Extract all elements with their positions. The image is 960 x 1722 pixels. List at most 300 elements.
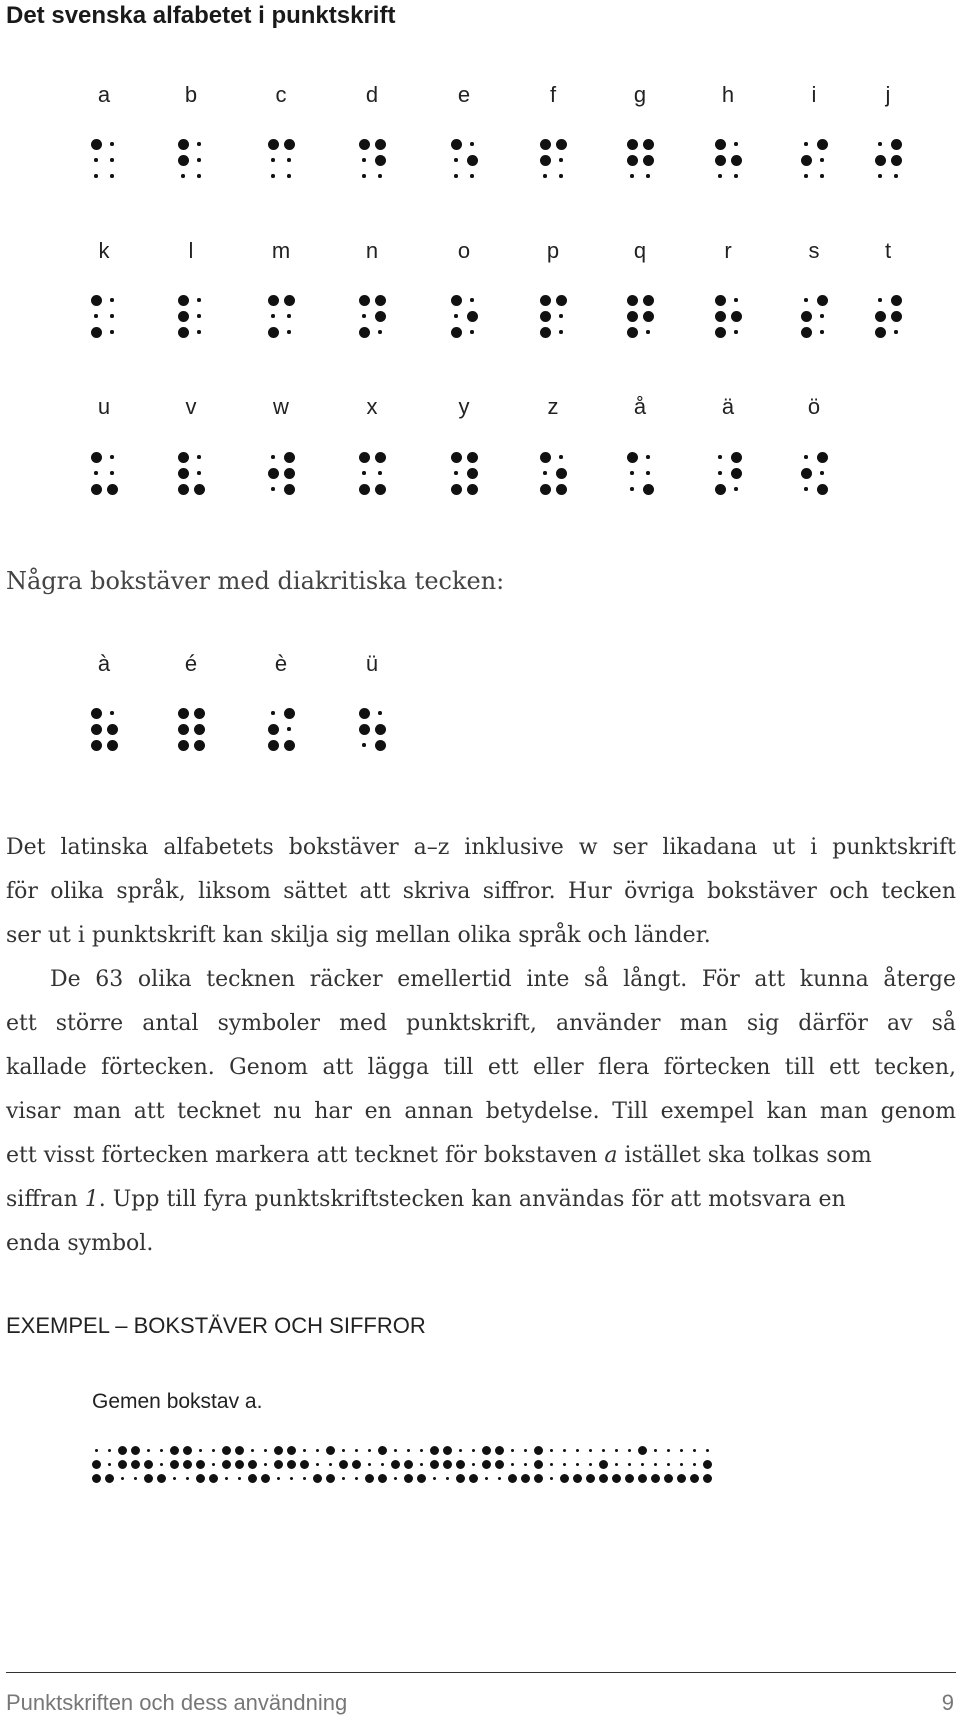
raised-dot bbox=[638, 1446, 647, 1455]
raised-dot bbox=[690, 1474, 699, 1483]
raised-dot bbox=[817, 139, 828, 150]
empty-dot bbox=[264, 1449, 267, 1452]
raised-dot bbox=[274, 1460, 283, 1469]
raised-dot bbox=[627, 452, 638, 463]
raised-dot bbox=[91, 484, 102, 495]
raised-dot bbox=[540, 155, 551, 166]
raised-dot bbox=[284, 452, 295, 463]
raised-dot bbox=[469, 1474, 478, 1483]
raised-dot bbox=[573, 1474, 582, 1483]
empty-dot bbox=[378, 330, 382, 334]
letter-label: k bbox=[98, 238, 110, 263]
empty-dot bbox=[543, 471, 547, 475]
raised-dot bbox=[144, 1460, 153, 1469]
letter-label: ö bbox=[807, 394, 821, 419]
empty-dot bbox=[197, 158, 201, 162]
empty-dot bbox=[718, 455, 722, 459]
raised-dot bbox=[599, 1474, 608, 1483]
raised-dot bbox=[248, 1460, 257, 1469]
raised-dot bbox=[540, 484, 551, 495]
empty-dot bbox=[290, 1477, 293, 1480]
raised-dot bbox=[131, 1460, 140, 1469]
empty-dot bbox=[894, 330, 898, 334]
empty-dot bbox=[498, 1477, 501, 1480]
raised-dot bbox=[235, 1446, 244, 1455]
raised-dot bbox=[817, 452, 828, 463]
text-line: för olika språk, liksom sättet att skriva siffror. Hur övriga bokstäver och tecken bbox=[6, 879, 956, 904]
raised-dot bbox=[178, 311, 189, 322]
raised-dot bbox=[627, 295, 638, 306]
empty-dot bbox=[420, 1449, 423, 1452]
raised-dot bbox=[817, 484, 828, 495]
raised-dot bbox=[891, 155, 902, 166]
empty-dot bbox=[630, 174, 634, 178]
empty-dot bbox=[362, 314, 366, 318]
raised-dot bbox=[467, 311, 478, 322]
raised-dot bbox=[359, 327, 370, 338]
raised-dot bbox=[731, 468, 742, 479]
empty-dot bbox=[646, 330, 650, 334]
empty-dot bbox=[804, 174, 808, 178]
letter-label: x bbox=[366, 394, 378, 419]
raised-dot bbox=[715, 484, 726, 495]
raised-dot bbox=[118, 1460, 127, 1469]
empty-dot bbox=[693, 1449, 696, 1452]
letter-label: c bbox=[275, 82, 287, 107]
raised-dot bbox=[586, 1474, 595, 1483]
empty-dot bbox=[550, 1463, 553, 1466]
empty-dot bbox=[287, 158, 291, 162]
raised-dot bbox=[157, 1474, 166, 1483]
empty-dot bbox=[110, 471, 114, 475]
raised-dot bbox=[703, 1474, 712, 1483]
empty-dot bbox=[362, 743, 366, 747]
letter-label: z bbox=[547, 394, 559, 419]
empty-dot bbox=[160, 1449, 163, 1452]
text-fragment: istället ska tolkas som bbox=[617, 1143, 872, 1168]
empty-dot bbox=[734, 330, 738, 334]
raised-dot bbox=[313, 1474, 322, 1483]
raised-dot bbox=[284, 295, 295, 306]
letter-label: a bbox=[97, 82, 111, 107]
raised-dot bbox=[703, 1460, 712, 1469]
raised-dot bbox=[326, 1446, 335, 1455]
raised-dot bbox=[268, 327, 279, 338]
letter-label: r bbox=[724, 238, 732, 263]
text-line: enda symbol. bbox=[6, 1231, 154, 1256]
empty-dot bbox=[303, 1477, 306, 1480]
empty-dot bbox=[381, 1463, 384, 1466]
raised-dot bbox=[467, 484, 478, 495]
raised-dot bbox=[875, 155, 886, 166]
raised-dot bbox=[664, 1474, 673, 1483]
raised-dot bbox=[875, 327, 886, 338]
empty-dot bbox=[680, 1463, 683, 1466]
letter-label: q bbox=[633, 238, 647, 263]
empty-dot bbox=[804, 298, 808, 302]
empty-dot bbox=[878, 298, 882, 302]
empty-dot bbox=[287, 314, 291, 318]
raised-dot bbox=[451, 139, 462, 150]
raised-dot bbox=[627, 139, 638, 150]
raised-dot bbox=[352, 1460, 361, 1469]
raised-dot bbox=[359, 139, 370, 150]
raised-dot bbox=[643, 484, 654, 495]
letter-label: j bbox=[885, 82, 891, 107]
letter-label: f bbox=[549, 82, 557, 107]
raised-dot bbox=[731, 155, 742, 166]
raised-dot bbox=[625, 1474, 634, 1483]
empty-dot bbox=[108, 1449, 111, 1452]
raised-dot bbox=[178, 708, 189, 719]
raised-dot bbox=[91, 452, 102, 463]
empty-dot bbox=[264, 1463, 267, 1466]
raised-dot bbox=[268, 724, 279, 735]
empty-dot bbox=[362, 471, 366, 475]
raised-dot bbox=[235, 1460, 244, 1469]
raised-dot bbox=[556, 484, 567, 495]
letter-label: v bbox=[185, 394, 197, 419]
section-heading: EXEMPEL – BOKSTÄVER OCH SIFFROR bbox=[6, 1313, 426, 1338]
raised-dot bbox=[875, 311, 886, 322]
empty-dot bbox=[94, 314, 98, 318]
empty-dot bbox=[454, 471, 458, 475]
raised-dot bbox=[456, 1460, 465, 1469]
raised-dot bbox=[274, 1446, 283, 1455]
letter-label: l bbox=[188, 238, 194, 263]
raised-dot bbox=[107, 724, 118, 735]
empty-dot bbox=[181, 174, 185, 178]
raised-dot bbox=[801, 327, 812, 338]
raised-dot bbox=[284, 139, 295, 150]
empty-dot bbox=[878, 174, 882, 178]
empty-dot bbox=[355, 1449, 358, 1452]
empty-dot bbox=[355, 1477, 358, 1480]
empty-dot bbox=[654, 1449, 657, 1452]
empty-dot bbox=[271, 314, 275, 318]
raised-dot bbox=[627, 327, 638, 338]
raised-dot bbox=[482, 1446, 491, 1455]
raised-dot bbox=[560, 1474, 569, 1483]
empty-dot bbox=[446, 1477, 449, 1480]
raised-dot bbox=[467, 155, 478, 166]
raised-dot bbox=[495, 1460, 504, 1469]
raised-dot bbox=[178, 295, 189, 306]
raised-dot bbox=[178, 484, 189, 495]
empty-dot bbox=[559, 330, 563, 334]
raised-dot bbox=[599, 1460, 608, 1469]
raised-dot bbox=[651, 1474, 660, 1483]
raised-dot bbox=[540, 452, 551, 463]
raised-dot bbox=[178, 740, 189, 751]
raised-dot bbox=[801, 468, 812, 479]
empty-dot bbox=[94, 471, 98, 475]
raised-dot bbox=[194, 724, 205, 735]
letter-label: e bbox=[457, 82, 471, 107]
empty-dot bbox=[734, 174, 738, 178]
empty-dot bbox=[316, 1463, 319, 1466]
raised-dot bbox=[268, 295, 279, 306]
empty-dot bbox=[820, 158, 824, 162]
raised-dot bbox=[91, 708, 102, 719]
letter-label: o bbox=[457, 238, 471, 263]
letter-label: å bbox=[633, 394, 647, 419]
empty-dot bbox=[197, 330, 201, 334]
empty-dot bbox=[559, 158, 563, 162]
raised-dot bbox=[183, 1460, 192, 1469]
raised-dot bbox=[731, 311, 742, 322]
raised-dot bbox=[627, 155, 638, 166]
empty-dot bbox=[576, 1463, 579, 1466]
italic-digit-1: 1 bbox=[84, 1187, 99, 1212]
empty-dot bbox=[94, 158, 98, 162]
empty-dot bbox=[734, 298, 738, 302]
empty-dot bbox=[680, 1449, 683, 1452]
empty-dot bbox=[718, 174, 722, 178]
raised-dot bbox=[715, 139, 726, 150]
empty-dot bbox=[718, 471, 722, 475]
raised-dot bbox=[287, 1460, 296, 1469]
raised-dot bbox=[817, 295, 828, 306]
empty-dot bbox=[197, 174, 201, 178]
raised-dot bbox=[715, 327, 726, 338]
raised-dot bbox=[222, 1446, 231, 1455]
empty-dot bbox=[271, 158, 275, 162]
raised-dot bbox=[540, 311, 551, 322]
raised-dot bbox=[339, 1460, 348, 1469]
empty-dot bbox=[559, 455, 563, 459]
letter-label: b bbox=[184, 82, 198, 107]
empty-dot bbox=[420, 1463, 423, 1466]
empty-dot bbox=[820, 314, 824, 318]
empty-dot bbox=[433, 1477, 436, 1480]
raised-dot bbox=[359, 295, 370, 306]
empty-dot bbox=[894, 174, 898, 178]
raised-dot bbox=[194, 740, 205, 751]
empty-dot bbox=[472, 1463, 475, 1466]
letter-label: ü bbox=[365, 651, 379, 676]
raised-dot bbox=[556, 139, 567, 150]
raised-dot bbox=[508, 1474, 517, 1483]
text-fragment: ett visst förtecken markera att tecknet för bokstaven bbox=[6, 1143, 605, 1168]
empty-dot bbox=[197, 142, 201, 146]
raised-dot bbox=[375, 484, 386, 495]
empty-dot bbox=[368, 1463, 371, 1466]
raised-dot bbox=[430, 1460, 439, 1469]
empty-dot bbox=[628, 1449, 631, 1452]
empty-dot bbox=[212, 1449, 215, 1452]
empty-dot bbox=[271, 455, 275, 459]
raised-dot bbox=[375, 740, 386, 751]
raised-dot bbox=[540, 139, 551, 150]
empty-dot bbox=[641, 1463, 644, 1466]
empty-dot bbox=[646, 455, 650, 459]
empty-dot bbox=[524, 1463, 527, 1466]
empty-dot bbox=[121, 1477, 124, 1480]
empty-dot bbox=[173, 1477, 176, 1480]
raised-dot bbox=[170, 1446, 179, 1455]
empty-dot bbox=[394, 1477, 397, 1480]
raised-dot bbox=[268, 468, 279, 479]
empty-dot bbox=[459, 1449, 462, 1452]
empty-dot bbox=[878, 142, 882, 146]
empty-dot bbox=[472, 1449, 475, 1452]
raised-dot bbox=[612, 1474, 621, 1483]
raised-dot bbox=[91, 295, 102, 306]
text-line: De 63 olika tecknen räcker emellertid inte så långt. För att kunna återge bbox=[50, 967, 956, 992]
empty-dot bbox=[394, 1449, 397, 1452]
empty-dot bbox=[251, 1449, 254, 1452]
empty-dot bbox=[368, 1449, 371, 1452]
page-number: 9 bbox=[941, 1690, 954, 1715]
empty-dot bbox=[563, 1449, 566, 1452]
footer-title: Punktskriften och dess användning bbox=[6, 1690, 348, 1715]
empty-dot bbox=[362, 174, 366, 178]
letter-label: ä bbox=[721, 394, 735, 419]
raised-dot bbox=[170, 1460, 179, 1469]
raised-dot bbox=[92, 1474, 101, 1483]
raised-dot bbox=[196, 1474, 205, 1483]
empty-dot bbox=[454, 314, 458, 318]
empty-dot bbox=[693, 1463, 696, 1466]
raised-dot bbox=[375, 452, 386, 463]
raised-dot bbox=[183, 1446, 192, 1455]
raised-dot bbox=[178, 468, 189, 479]
empty-dot bbox=[524, 1449, 527, 1452]
empty-dot bbox=[287, 174, 291, 178]
empty-dot bbox=[110, 174, 114, 178]
empty-dot bbox=[470, 298, 474, 302]
text-fragment: . Upp till fyra punktskriftstecken kan användas för att motsvara en bbox=[98, 1187, 846, 1212]
raised-dot bbox=[91, 327, 102, 338]
letter-label: à bbox=[97, 651, 111, 676]
footer-divider bbox=[6, 1672, 956, 1673]
empty-dot bbox=[94, 174, 98, 178]
empty-dot bbox=[277, 1477, 280, 1480]
raised-dot bbox=[284, 740, 295, 751]
empty-dot bbox=[147, 1449, 150, 1452]
raised-dot bbox=[91, 724, 102, 735]
raised-dot bbox=[131, 1446, 140, 1455]
raised-dot bbox=[534, 1446, 543, 1455]
raised-dot bbox=[375, 139, 386, 150]
empty-dot bbox=[110, 298, 114, 302]
raised-dot bbox=[495, 1446, 504, 1455]
letter-label: w bbox=[273, 394, 289, 419]
raised-dot bbox=[891, 311, 902, 322]
empty-dot bbox=[199, 1449, 202, 1452]
empty-dot bbox=[563, 1463, 566, 1466]
raised-dot bbox=[643, 155, 654, 166]
raised-dot bbox=[359, 452, 370, 463]
raised-dot bbox=[365, 1474, 374, 1483]
empty-dot bbox=[734, 142, 738, 146]
raised-dot bbox=[404, 1474, 413, 1483]
raised-dot bbox=[521, 1474, 530, 1483]
empty-dot bbox=[454, 158, 458, 162]
empty-dot bbox=[197, 455, 201, 459]
raised-dot bbox=[443, 1446, 452, 1455]
empty-dot bbox=[667, 1449, 670, 1452]
raised-dot bbox=[540, 327, 551, 338]
letter-label: è bbox=[274, 651, 288, 676]
raised-dot bbox=[375, 311, 386, 322]
raised-dot bbox=[556, 295, 567, 306]
letter-label: u bbox=[97, 394, 111, 419]
empty-dot bbox=[110, 158, 114, 162]
text-line bbox=[6, 1134, 956, 1178]
empty-dot bbox=[654, 1463, 657, 1466]
raised-dot bbox=[284, 468, 295, 479]
empty-dot bbox=[197, 314, 201, 318]
raised-dot bbox=[359, 724, 370, 735]
empty-dot bbox=[589, 1449, 592, 1452]
raised-dot bbox=[359, 484, 370, 495]
text-line: kallade förtecken. Genom att lägga till ett eller flera förtecken till ett tecken, bbox=[6, 1055, 956, 1080]
letter-label: g bbox=[633, 82, 647, 107]
empty-dot bbox=[186, 1477, 189, 1480]
empty-dot bbox=[407, 1449, 410, 1452]
empty-dot bbox=[271, 711, 275, 715]
raised-dot bbox=[375, 724, 386, 735]
empty-dot bbox=[550, 1477, 553, 1480]
empty-dot bbox=[706, 1449, 709, 1452]
empty-dot bbox=[470, 174, 474, 178]
empty-dot bbox=[110, 330, 114, 334]
raised-dot bbox=[715, 155, 726, 166]
raised-dot bbox=[284, 708, 295, 719]
empty-dot bbox=[287, 727, 291, 731]
empty-dot bbox=[804, 487, 808, 491]
empty-dot bbox=[303, 1449, 306, 1452]
text-line: Det latinska alfabetets bokstäver a–z inklusive w ser likadana ut i punktskrift bbox=[6, 835, 956, 860]
text-line: visar man att tecknet nu har en annan betydelse. Till exempel kan man genom bbox=[6, 1099, 956, 1124]
text-line: ett större antal symboler med punktskrift, använder man sig därför av så bbox=[6, 1011, 956, 1036]
empty-dot bbox=[378, 471, 382, 475]
raised-dot bbox=[178, 452, 189, 463]
raised-dot bbox=[287, 1446, 296, 1455]
raised-dot bbox=[443, 1460, 452, 1469]
raised-dot bbox=[540, 295, 551, 306]
empty-dot bbox=[820, 174, 824, 178]
empty-dot bbox=[630, 487, 634, 491]
empty-dot bbox=[110, 314, 114, 318]
raised-dot bbox=[194, 708, 205, 719]
raised-dot bbox=[391, 1460, 400, 1469]
raised-dot bbox=[891, 139, 902, 150]
empty-dot bbox=[470, 330, 474, 334]
raised-dot bbox=[300, 1460, 309, 1469]
letter-label: m bbox=[271, 238, 291, 263]
text-line bbox=[6, 1178, 956, 1222]
example-label: Gemen bokstav a. bbox=[92, 1390, 263, 1413]
raised-dot bbox=[715, 311, 726, 322]
empty-dot bbox=[646, 471, 650, 475]
empty-dot bbox=[804, 455, 808, 459]
raised-dot bbox=[209, 1474, 218, 1483]
empty-dot bbox=[667, 1463, 670, 1466]
empty-dot bbox=[543, 174, 547, 178]
raised-dot bbox=[731, 452, 742, 463]
empty-dot bbox=[646, 174, 650, 178]
empty-dot bbox=[589, 1463, 592, 1466]
raised-dot bbox=[643, 311, 654, 322]
raised-dot bbox=[118, 1446, 127, 1455]
raised-dot bbox=[801, 311, 812, 322]
empty-dot bbox=[197, 471, 201, 475]
raised-dot bbox=[404, 1460, 413, 1469]
empty-dot bbox=[160, 1463, 163, 1466]
